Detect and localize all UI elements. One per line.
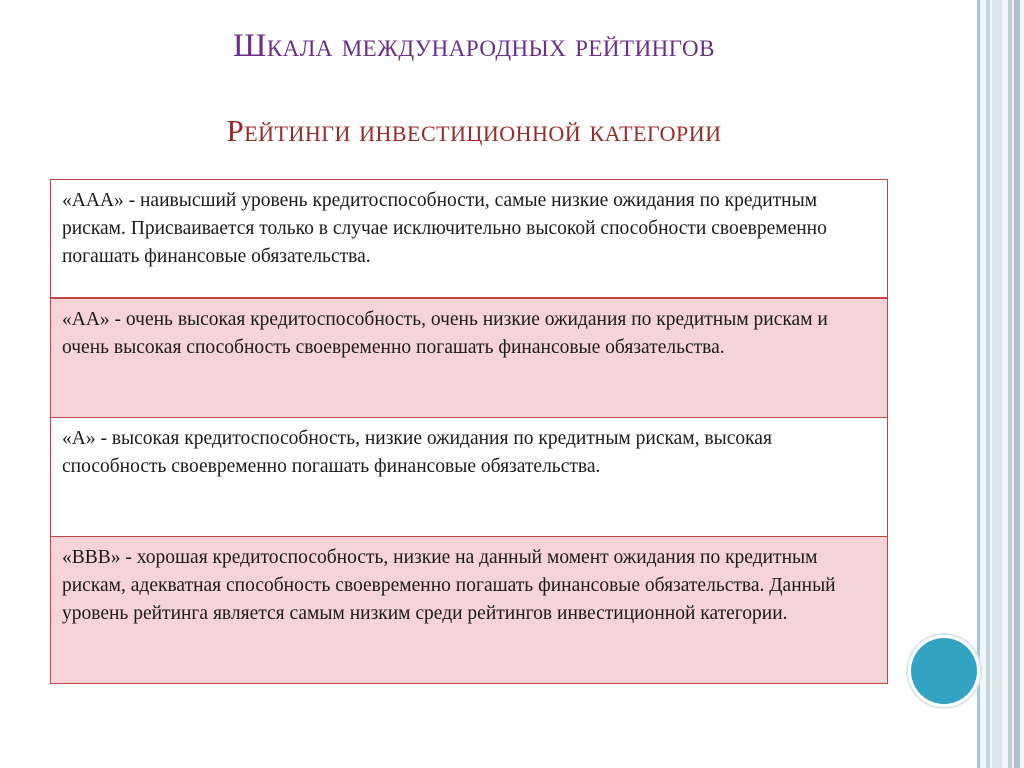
decorative-side-stripe	[978, 0, 1024, 768]
decorative-circle	[911, 638, 977, 704]
ratings-table	[50, 179, 888, 684]
slide-subtitle: Рейтинги инвестиционной категории	[226, 113, 722, 148]
stripe-line	[986, 0, 990, 768]
rating-row-bbb: «ВВВ» - хорошая кредитоспособность, низкие на данный момент ожидания по кредитным рискам, адекватная способность своевременно погашать финансовые обязательства. Данный уровень рейтинга является самым низким среди рейтингов инвестиционной категории.	[51, 537, 887, 683]
rating-row-aaa: «ААА» - наивысший уровень кредитоспособности, самые низкие ожидания по кредитным рискам. Присваивается только в случае исключительно высокой способности своевременно погашать финансовые обязательства.	[51, 180, 887, 299]
rating-row-aa: «АА» - очень высокая кредитоспособность, очень низкие ожидания по кредитным рискам и очень высокая способность своевременно погашать финансовые обязательства.	[51, 299, 887, 418]
stripe-line	[992, 0, 1002, 768]
stripe-line	[1008, 0, 1012, 768]
rating-row-a: «А» - высокая кредитоспособность, низкие ожидания по кредитным рискам, высокая способность своевременно погашать финансовые обязательства.	[51, 418, 887, 537]
stripe-line	[977, 0, 980, 768]
slide-title: Шкала международных рейтингов	[233, 28, 715, 64]
stripe-line	[1014, 0, 1020, 768]
